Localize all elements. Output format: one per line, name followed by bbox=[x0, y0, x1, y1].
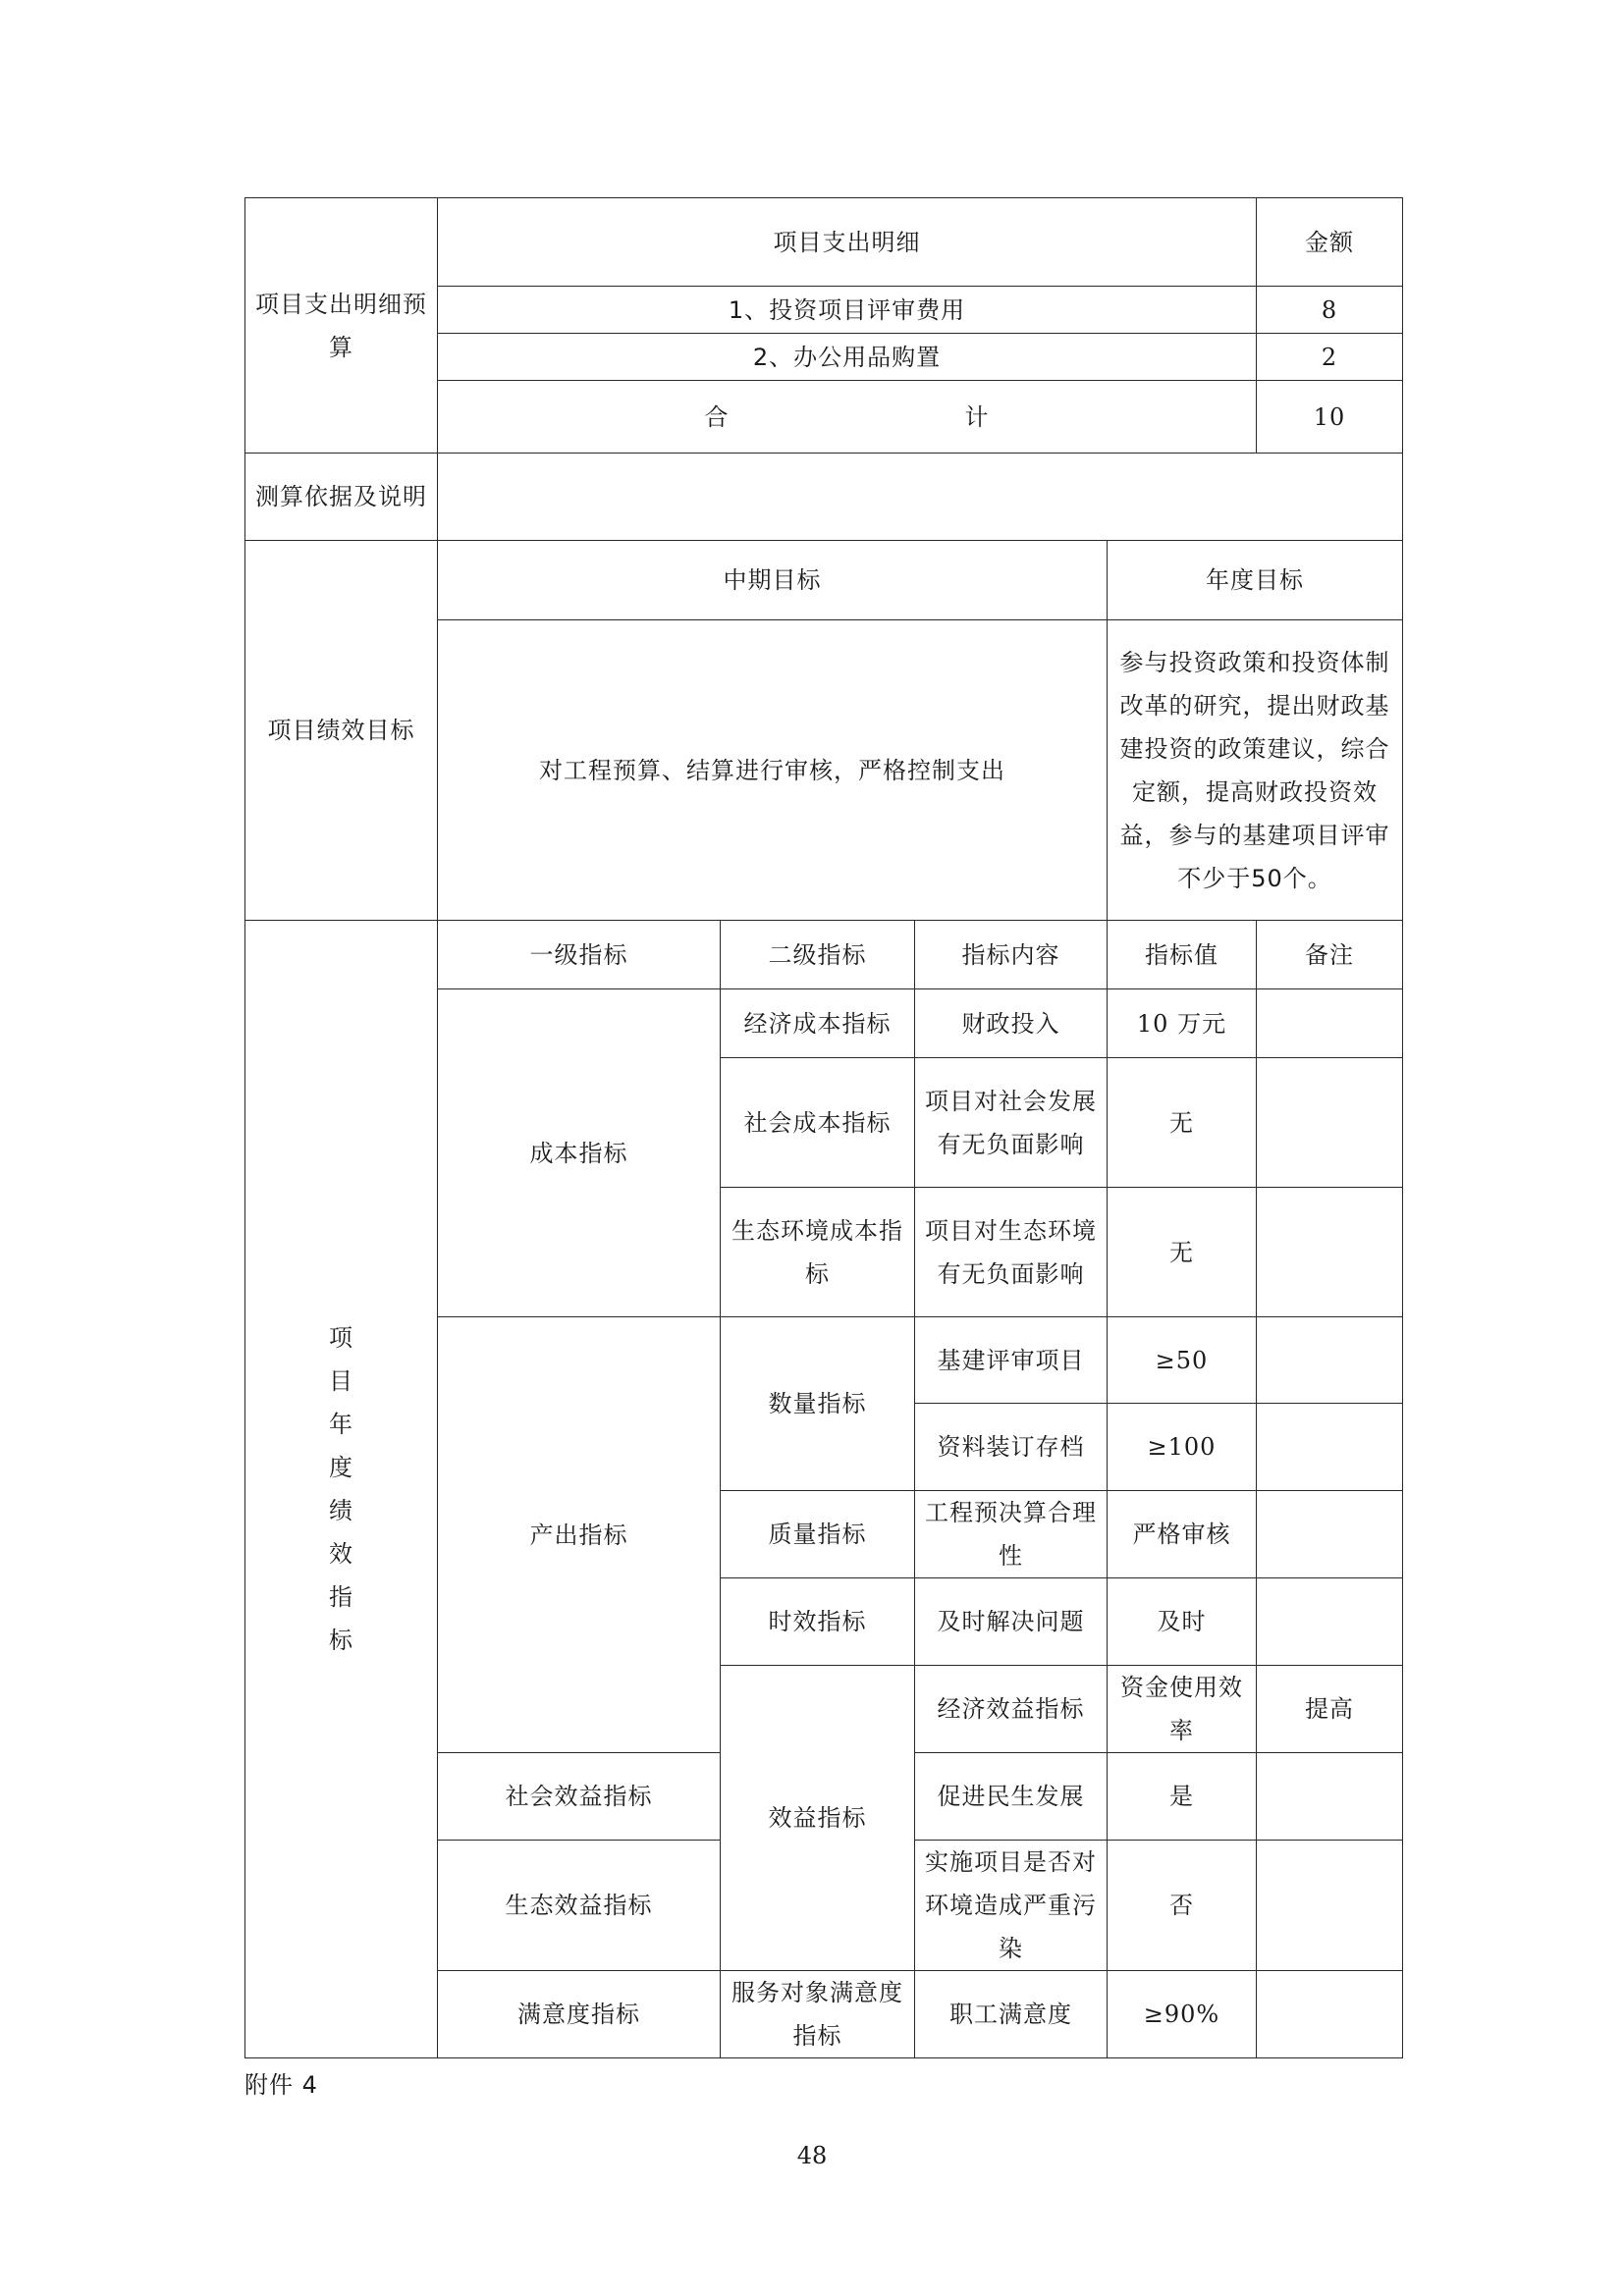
content-header: 指标内容 bbox=[915, 921, 1108, 989]
indicator-value: 是 bbox=[1108, 1753, 1257, 1841]
group-cost: 成本指标 bbox=[438, 989, 721, 1317]
budget-item-name: 2、办公用品购置 bbox=[438, 334, 1257, 381]
indicator-content: 实施项目是否对环境造成严重污染 bbox=[915, 1841, 1108, 1971]
indicator-level2: 生态环境成本指标 bbox=[721, 1188, 915, 1317]
indicator-content: 项目对生态环境有无负面影响 bbox=[915, 1188, 1108, 1317]
indicator-note bbox=[1257, 1317, 1403, 1404]
indicator-note bbox=[1257, 1058, 1403, 1188]
indicator-level2: 数量指标 bbox=[721, 1317, 915, 1491]
indicator-value: ≥50 bbox=[1108, 1317, 1257, 1404]
indicator-note bbox=[1257, 1404, 1403, 1491]
indicator-note bbox=[1257, 1188, 1403, 1317]
annual-header: 年度目标 bbox=[1108, 541, 1403, 620]
budget-item-amount: 8 bbox=[1257, 287, 1403, 334]
budget-item-name: 1、投资项目评审费用 bbox=[438, 287, 1257, 334]
level2-header: 二级指标 bbox=[721, 921, 915, 989]
indicator-value: ≥90% bbox=[1108, 1971, 1257, 2058]
indicator-value: ≥100 bbox=[1108, 1404, 1257, 1491]
indicator-content: 项目对社会发展有无负面影响 bbox=[915, 1058, 1108, 1188]
indicator-value: 无 bbox=[1108, 1058, 1257, 1188]
indicator-value: 提高 bbox=[1257, 1666, 1403, 1753]
indicator-value: 10 万元 bbox=[1108, 989, 1257, 1058]
budget-performance-table bbox=[244, 197, 1403, 2058]
indicator-level2: 社会成本指标 bbox=[721, 1058, 915, 1188]
indicator-level2: 社会效益指标 bbox=[438, 1753, 721, 1841]
indicator-level2: 服务对象满意度指标 bbox=[721, 1971, 915, 2058]
indicator-content: 工程预决算合理性 bbox=[915, 1491, 1108, 1578]
indicator-note bbox=[1257, 1971, 1403, 2058]
total-amount: 10 bbox=[1257, 381, 1403, 454]
annual-text: 参与投资政策和投资体制改革的研究，提出财政基建投资的政策建议，综合定额，提高财政投资效益，参与的基建项目评审不少于50个。 bbox=[1108, 620, 1403, 921]
value-header: 指标值 bbox=[1108, 921, 1257, 989]
indicator-level2: 经济成本指标 bbox=[721, 989, 915, 1058]
indicator-note bbox=[1257, 1491, 1403, 1578]
amount-column-header: 金额 bbox=[1257, 198, 1403, 287]
indicator-level2: 生态效益指标 bbox=[438, 1841, 721, 1971]
indicator-note bbox=[1257, 989, 1403, 1058]
indicator-note bbox=[1257, 1753, 1403, 1841]
level1-header: 一级指标 bbox=[438, 921, 721, 989]
indicator-content: 促进民生发展 bbox=[915, 1753, 1108, 1841]
indicator-level2: 质量指标 bbox=[721, 1491, 915, 1578]
total-label bbox=[438, 381, 1257, 454]
indicator-value: 否 bbox=[1108, 1841, 1257, 1971]
indicator-content: 基建评审项目 bbox=[915, 1317, 1108, 1404]
detail-column-header: 项目支出明细 bbox=[438, 198, 1257, 287]
indicator-content: 财政投入 bbox=[915, 989, 1108, 1058]
basis-value bbox=[438, 454, 1403, 541]
indicator-content: 资料装订存档 bbox=[915, 1404, 1108, 1491]
group-benefit: 效益指标 bbox=[721, 1666, 915, 1971]
indicator-note bbox=[1257, 1841, 1403, 1971]
mid-term-header: 中期目标 bbox=[438, 541, 1108, 620]
indicator-level2: 经济效益指标 bbox=[915, 1666, 1108, 1753]
indicator-value: 严格审核 bbox=[1108, 1491, 1257, 1578]
indicator-content: 资金使用效率 bbox=[1108, 1666, 1257, 1753]
group-output: 产出指标 bbox=[438, 1317, 721, 1753]
basis-label: 测算依据及说明 bbox=[245, 454, 438, 541]
indicator-value: 无 bbox=[1108, 1188, 1257, 1317]
indicator-value: 及时 bbox=[1108, 1578, 1257, 1666]
group-satisfaction: 满意度指标 bbox=[438, 1971, 721, 2058]
page-number: 48 bbox=[796, 2142, 828, 2169]
indicator-content: 及时解决问题 bbox=[915, 1578, 1108, 1666]
indicators-section-label: 项 目 年 度 绩 效 指 标 bbox=[245, 921, 438, 2058]
total-label-char-2: 计 bbox=[964, 402, 990, 431]
indicator-note bbox=[1257, 1578, 1403, 1666]
note-header: 备注 bbox=[1257, 921, 1403, 989]
budget-item-amount: 2 bbox=[1257, 334, 1403, 381]
budget-section-label: 项目支出明细预算 bbox=[245, 198, 438, 454]
mid-term-text: 对工程预算、结算进行审核，严格控制支出 bbox=[438, 620, 1108, 921]
indicator-level2: 时效指标 bbox=[721, 1578, 915, 1666]
goals-label: 项目绩效目标 bbox=[245, 541, 438, 921]
attachment-label: 附件 4 bbox=[244, 2071, 318, 2099]
indicator-content: 职工满意度 bbox=[915, 1971, 1108, 2058]
total-label-char-1: 合 bbox=[704, 402, 730, 431]
